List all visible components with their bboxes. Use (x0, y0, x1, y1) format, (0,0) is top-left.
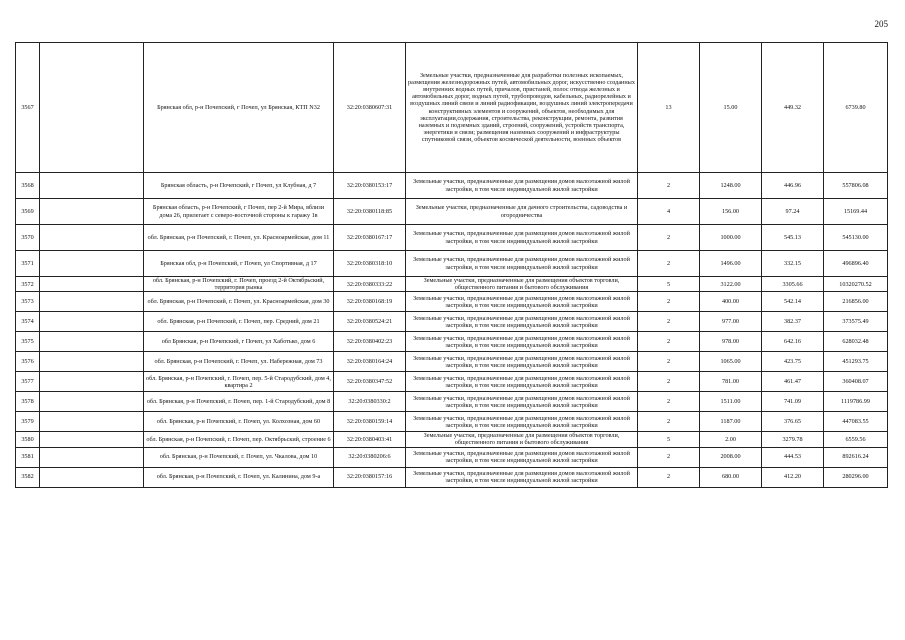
land-use-cell: Земельные участки, предназначенные для размещения домов малоэтажной жилой застройки, в том числе индивидуальной жилой застройки (406, 225, 638, 251)
land-use-cell: Земельные участки, предназначенные для размещения объектов торговли, общественного питания и бытового обслуживания (406, 432, 638, 447)
cadastral-number-cell: 32:20:0380402:23 (334, 332, 406, 352)
area-cell: 3122.00 (700, 277, 762, 292)
row-number-cell: 3581 (16, 447, 40, 467)
cadastral-number-cell: 32:20:0380403:41 (334, 432, 406, 447)
blank-cell (40, 412, 144, 432)
cadastral-number-cell: 32:20:0380524:21 (334, 312, 406, 332)
table-row (16, 173, 888, 199)
table-row (16, 251, 888, 277)
blank-cell (40, 251, 144, 277)
area-cell: 1065.00 (700, 352, 762, 372)
address-cell: обл. Брянская, р-н Почепский, г. Почеп, ул. Калинина, дом 9-а (144, 467, 334, 487)
category-cell: 13 (638, 43, 700, 173)
cadastral-number-cell: 32:20:0380347:52 (334, 372, 406, 392)
blank-cell (40, 43, 144, 173)
category-cell: 5 (638, 432, 700, 447)
area-cell: 1187.00 (700, 412, 762, 432)
category-cell: 2 (638, 447, 700, 467)
land-use-cell: Земельные участки, предназначенные для размещения домов малоэтажной жилой застройки, в том числе индивидуальной жилой застройки (406, 251, 638, 277)
table-row (16, 432, 888, 447)
area-cell: 1000.00 (700, 225, 762, 251)
rate-cell: 376.65 (762, 412, 824, 432)
address-cell: обл. Брянская, р-н Почепский, г. Почеп, ул. Красноармейская, дом 30 (144, 292, 334, 312)
area-cell: 15.00 (700, 43, 762, 173)
row-number-cell: 3582 (16, 467, 40, 487)
land-use-cell: Земельные участки, предназначенные для размещения домов малоэтажной жилой застройки, в том числе индивидуальной жилой застройки (406, 332, 638, 352)
cadastral-value-cell: 216856.00 (824, 292, 888, 312)
cadastral-value-cell: 628032.48 (824, 332, 888, 352)
land-use-cell: Земельные участки, предназначенные для размещения домов малоэтажной жилой застройки, в том числе индивидуальной жилой застройки (406, 447, 638, 467)
cadastral-value-cell: 10320270.52 (824, 277, 888, 292)
table-row (16, 43, 888, 173)
rate-cell: 3279.78 (762, 432, 824, 447)
land-use-cell: Земельные участки, предназначенные для размещения домов малоэтажной жилой застройки, в том числе индивидуальной жилой застройки (406, 292, 638, 312)
cadastral-value-cell: 6739.80 (824, 43, 888, 173)
cadastral-value-cell: 1119786.99 (824, 392, 888, 412)
category-cell: 2 (638, 225, 700, 251)
rate-cell: 332.15 (762, 251, 824, 277)
category-cell: 5 (638, 277, 700, 292)
category-cell: 4 (638, 199, 700, 225)
rate-cell: 461.47 (762, 372, 824, 392)
table-row (16, 312, 888, 332)
cadastral-value-cell: 373575.49 (824, 312, 888, 332)
land-use-cell: Земельные участки, предназначенные для размещения домов малоэтажной жилой застройки, в том числе индивидуальной жилой застройки (406, 173, 638, 199)
cadastral-number-cell: 32:20:0380333:22 (334, 277, 406, 292)
rate-cell: 412.20 (762, 467, 824, 487)
table-row (16, 292, 888, 312)
category-cell: 2 (638, 332, 700, 352)
blank-cell (40, 277, 144, 292)
rate-cell: 542.14 (762, 292, 824, 312)
row-number-cell: 3575 (16, 332, 40, 352)
page-number: 205 (874, 19, 888, 29)
blank-cell (40, 372, 144, 392)
category-cell: 2 (638, 372, 700, 392)
area-cell: 156.00 (700, 199, 762, 225)
row-number-cell: 3576 (16, 352, 40, 372)
cadastral-value-cell: 451293.75 (824, 352, 888, 372)
cadastral-number-cell: 32:20:0380318:10 (334, 251, 406, 277)
table-row (16, 372, 888, 392)
row-number-cell: 3573 (16, 292, 40, 312)
table-row (16, 352, 888, 372)
cadastral-number-cell: 32:20:0380157:16 (334, 467, 406, 487)
area-cell: 2008.00 (700, 447, 762, 467)
cadastral-number-cell: 32:20:0380607:31 (334, 43, 406, 173)
category-cell: 2 (638, 352, 700, 372)
table-row (16, 447, 888, 467)
row-number-cell: 3569 (16, 199, 40, 225)
rate-cell: 741.09 (762, 392, 824, 412)
blank-cell (40, 467, 144, 487)
address-cell: обл. Брянская, р-н Почепский, г. Почеп, пер. 5-й Стародубский, дом 4, квартира 2 (144, 372, 334, 392)
cadastral-value-cell: 892616.24 (824, 447, 888, 467)
category-cell: 2 (638, 251, 700, 277)
row-number-cell: 3567 (16, 43, 40, 173)
rate-cell: 3305.66 (762, 277, 824, 292)
address-cell: обл. Брянская, р-н Почепский, г. Почеп, ул. Красноармейская, дом 11 (144, 225, 334, 251)
area-cell: 400.00 (700, 292, 762, 312)
address-cell: обл. Брянская, р-н Почепский, г. Почеп, пер. 1-й Стародубский, дом 8 (144, 392, 334, 412)
cadastral-number-cell: 32:20:0380118:85 (334, 199, 406, 225)
address-cell: обл. Брянская, р-н Почепский, г. Почеп, ул. Колхозная, дом 60 (144, 412, 334, 432)
table-row (16, 392, 888, 412)
rate-cell: 423.75 (762, 352, 824, 372)
cadastral-number-cell: 32:20:0380206:6 (334, 447, 406, 467)
row-number-cell: 3579 (16, 412, 40, 432)
row-number-cell: 3571 (16, 251, 40, 277)
area-cell: 1511.00 (700, 392, 762, 412)
row-number-cell: 3580 (16, 432, 40, 447)
row-number-cell: 3568 (16, 173, 40, 199)
cadastral-number-cell: 32:20:0380153:17 (334, 173, 406, 199)
address-cell: обл. Брянская, р-н Почепский, г. Почеп, проезд 2-й Октябрьский, территория рынка (144, 277, 334, 292)
land-use-cell: Земельные участки, предназначенные для размещения домов малоэтажной жилой застройки, в том числе индивидуальной жилой застройки (406, 392, 638, 412)
cadastral-number-cell: 32:20:0380330:2 (334, 392, 406, 412)
category-cell: 2 (638, 392, 700, 412)
row-number-cell: 3574 (16, 312, 40, 332)
category-cell: 2 (638, 412, 700, 432)
address-cell: обл. Брянская, р-н Почепский, г. Почеп, пер. Октябрьский, строение 6 (144, 432, 334, 447)
category-cell: 2 (638, 292, 700, 312)
address-cell: обл. Брянская, р-н Почепский, г. Почеп, пер. Средний, дом 21 (144, 312, 334, 332)
land-use-cell: Земельные участки, предназначенные для размещения домов малоэтажной жилой застройки, в том числе индивидуальной жилой застройки (406, 412, 638, 432)
table-row (16, 225, 888, 251)
category-cell: 2 (638, 312, 700, 332)
cadastral-value-cell: 6559.56 (824, 432, 888, 447)
blank-cell (40, 225, 144, 251)
cadastral-number-cell: 32:20:0380164:24 (334, 352, 406, 372)
cadastral-number-cell: 32:20:0380167:17 (334, 225, 406, 251)
blank-cell (40, 392, 144, 412)
row-number-cell: 3577 (16, 372, 40, 392)
blank-cell (40, 432, 144, 447)
rate-cell: 449.32 (762, 43, 824, 173)
blank-cell (40, 199, 144, 225)
rate-cell: 446.96 (762, 173, 824, 199)
cadastral-number-cell: 32:20:0380159:14 (334, 412, 406, 432)
land-use-cell: Земельные участки, предназначенные для дачного строительства, садоводства и огородничества (406, 199, 638, 225)
category-cell: 2 (638, 173, 700, 199)
address-cell: Брянская обл, р-н Почепский, г Почеп, ул Спортивная, д 17 (144, 251, 334, 277)
land-use-cell: Земельные участки, предназначенные для размещения домов малоэтажной жилой застройки, в том числе индивидуальной жилой застройки (406, 467, 638, 487)
land-use-cell: Земельные участки, предназначенные для разработки полезных ископаемых, размещения железнодорожных путей, автомобильных дорог, искусственно созданных внутренних водных путей, причалов, пристаней, полос отвода железных и автомобильных дорог, водных путей, трубопроводов, кабельных, радиорелейных и воздушных линий связи и линий радиофикации, воздушных линий электропередачи конструктивных элементов и сооружений, объектов, необходимых для эксплуатации,содержания, строительства, реконструкции, ремонта, развития наземных и подземных зданий, строений, сооружений, устройств транспорта, энергетики и связи; размещения наземных сооружений и инфраструктуры спутниковой связи, объектов космической деятельности, военных объектов (406, 43, 638, 173)
table-row (16, 412, 888, 432)
table-body (16, 43, 888, 488)
cadastral-value-cell: 496896.40 (824, 251, 888, 277)
table-row (16, 332, 888, 352)
blank-cell (40, 447, 144, 467)
rate-cell: 545.13 (762, 225, 824, 251)
area-cell: 781.00 (700, 372, 762, 392)
table-row (16, 467, 888, 487)
row-number-cell: 3570 (16, 225, 40, 251)
cadastral-value-cell: 280296.00 (824, 467, 888, 487)
cadastral-value-cell: 545130.00 (824, 225, 888, 251)
land-use-cell: Земельные участки, предназначенные для размещения домов малоэтажной жилой застройки, в том числе индивидуальной жилой застройки (406, 312, 638, 332)
land-use-cell: Земельные участки, предназначенные для размещения домов малоэтажной жилой застройки, в том числе индивидуальной жилой застройки (406, 352, 638, 372)
land-use-cell: Земельные участки, предназначенные для размещения домов малоэтажной жилой застройки, в том числе индивидуальной жилой застройки (406, 372, 638, 392)
address-cell: Брянская область, р-н Почепский, г Почеп, ул Клубная, д 7 (144, 173, 334, 199)
area-cell: 680.00 (700, 467, 762, 487)
cadastral-value-cell: 360408.07 (824, 372, 888, 392)
address-cell: обл. Брянская, р-н Почепский, г. Почеп, ул. Набережная, дом 73 (144, 352, 334, 372)
category-cell: 2 (638, 467, 700, 487)
land-use-cell: Земельные участки, предназначенные для размещения объектов торговли, общественного питания и бытового обслуживания (406, 277, 638, 292)
land-registry-table (15, 42, 888, 488)
area-cell: 977.00 (700, 312, 762, 332)
cadastral-value-cell: 557806.08 (824, 173, 888, 199)
area-cell: 978.00 (700, 332, 762, 352)
rate-cell: 642.16 (762, 332, 824, 352)
area-cell: 1248.00 (700, 173, 762, 199)
blank-cell (40, 292, 144, 312)
blank-cell (40, 332, 144, 352)
cadastral-value-cell: 447083.55 (824, 412, 888, 432)
address-cell: обл Брянская, р-н Почепский, г Почеп, ул Хаботько, дом 6 (144, 332, 334, 352)
address-cell: Брянская область, р-н Почепский, г Почеп, пер 2-й Мира, вблизи дома 26, прилегает с северо-восточной стороны к гаражу 1в (144, 199, 334, 225)
rate-cell: 444.53 (762, 447, 824, 467)
row-number-cell: 3578 (16, 392, 40, 412)
table-row (16, 277, 888, 292)
blank-cell (40, 352, 144, 372)
row-number-cell: 3572 (16, 277, 40, 292)
cadastral-value-cell: 15169.44 (824, 199, 888, 225)
rate-cell: 382.37 (762, 312, 824, 332)
table-row (16, 199, 888, 225)
address-cell: обл. Брянская, р-н Почепский, г. Почеп, ул. Чкалова, дом 10 (144, 447, 334, 467)
area-cell: 1496.00 (700, 251, 762, 277)
area-cell: 2.00 (700, 432, 762, 447)
blank-cell (40, 312, 144, 332)
address-cell: Брянская обл, р-н Почепский, г Почеп, ул Брянская, КТП N32 (144, 43, 334, 173)
blank-cell (40, 173, 144, 199)
cadastral-number-cell: 32:20:0380168:19 (334, 292, 406, 312)
rate-cell: 97.24 (762, 199, 824, 225)
